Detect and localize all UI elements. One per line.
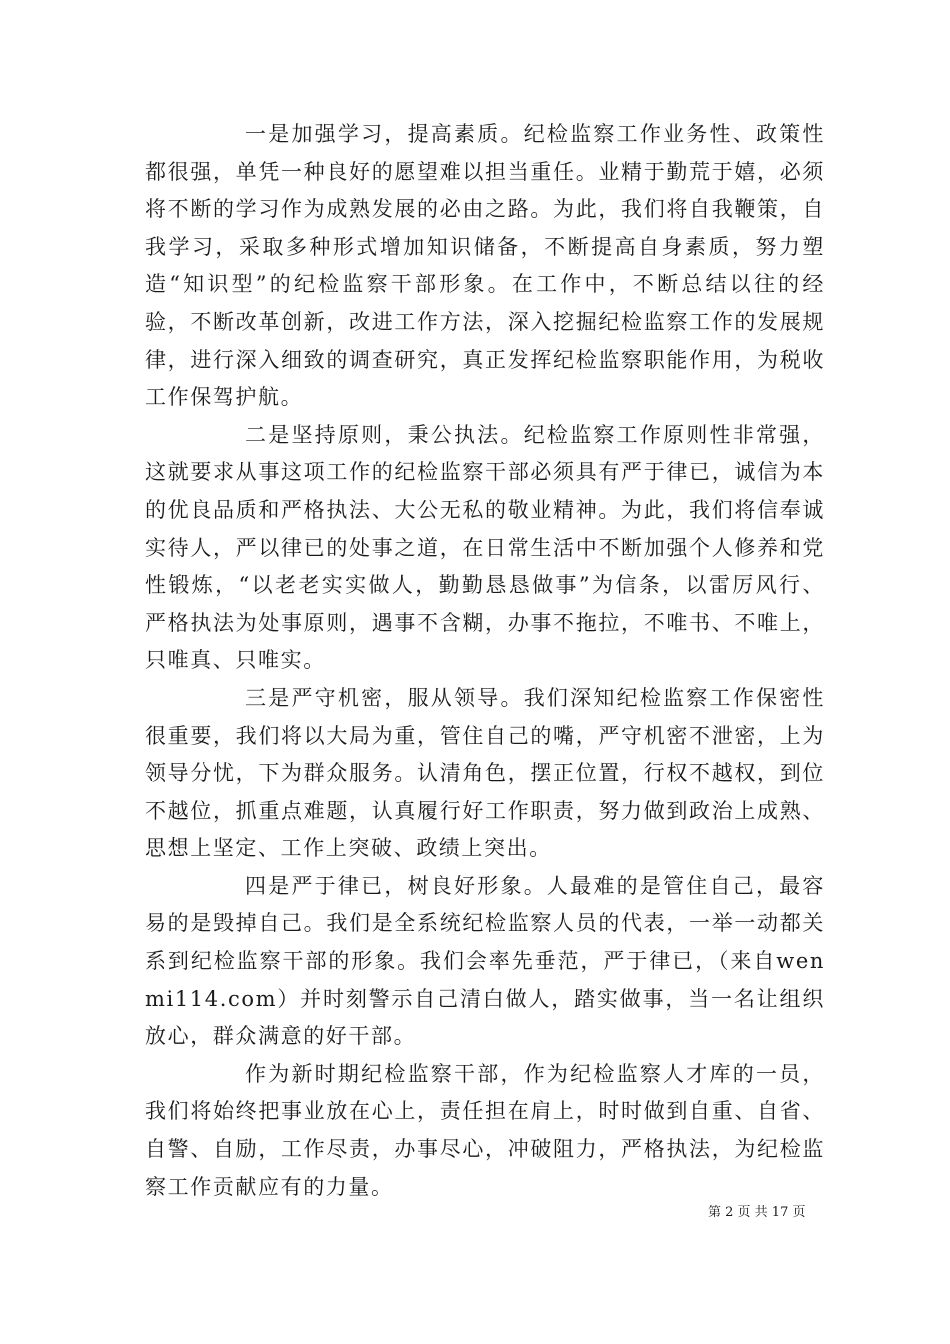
paragraph-study: 一是加强学习，提高素质。纪检监察工作业务性、政策性都很强，单凭一种良好的愿望难以担当重任。业精于勤荒于嬉，必须将不断的学习作为成熟发展的必由之路。为此，我们将自我鞭策，自我学习，采取多种形式增加知识储备，不断提高自身素质，努力塑造“知识型”的纪检监察干部形象。在工作中，不断总结以往的经验，不断改革创新，改进工作方法，深入挖掘纪检监察工作的发展规律，进行深入细致的调查研究，真正发挥纪检监察职能作用，为税收工作保驾护航。 [145, 122, 825, 410]
page-number-footer: 第 2 页 共 17 页 [708, 1205, 806, 1220]
document-body [145, 116, 825, 1206]
paragraph-conclusion: 作为新时期纪检监察干部，作为纪检监察人才库的一员，我们将始终把事业放在心上，责任担在肩上，时时做到自重、自省、自警、自励，工作尽责，办事尽心，冲破阻力，严格执法，为纪检监察工作贡献应有的力量。 [145, 1061, 825, 1199]
paragraph-self-discipline: 四是严于律已，树良好形象。人最难的是管住自己，最容易的是毁掉自己。我们是全系统纪检监察人员的代表，一举一动都关系到纪检监察干部的形象。我们会率先垂范，严于律已，（来自wenmi114.com）并时刻警示自己清白做人，踏实做事，当一名让组织放心，群众满意的好干部。 [145, 873, 825, 1049]
paragraph-confidentiality: 三是严守机密，服从领导。我们深知纪检监察工作保密性很重要，我们将以大局为重，管住自己的嘴，严守机密不泄密，上为领导分忧，下为群众服务。认清角色，摆正位置，行权不越权，到位不越位，抓重点难题，认真履行好工作职责，努力做到政治上成熟、思想上坚定、工作上突破、政绩上突出。 [145, 685, 825, 861]
paragraph-principle: 二是坚持原则，秉公执法。纪检监察工作原则性非常强，这就要求从事这项工作的纪检监察干部必须具有严于律已，诚信为本的优良品质和严格执法、大公无私的敬业精神。为此，我们将信奉诚实待人，严以律已的处事之道，在日常生活中不断加强个人修养和党性锻炼，“以老老实实做人，勤勤恳恳做事”为信条，以雷厉风行、严格执法为处事原则，遇事不含糊，办事不拖拉，不唯书、不唯上，只唯真、只唯实。 [145, 422, 825, 673]
